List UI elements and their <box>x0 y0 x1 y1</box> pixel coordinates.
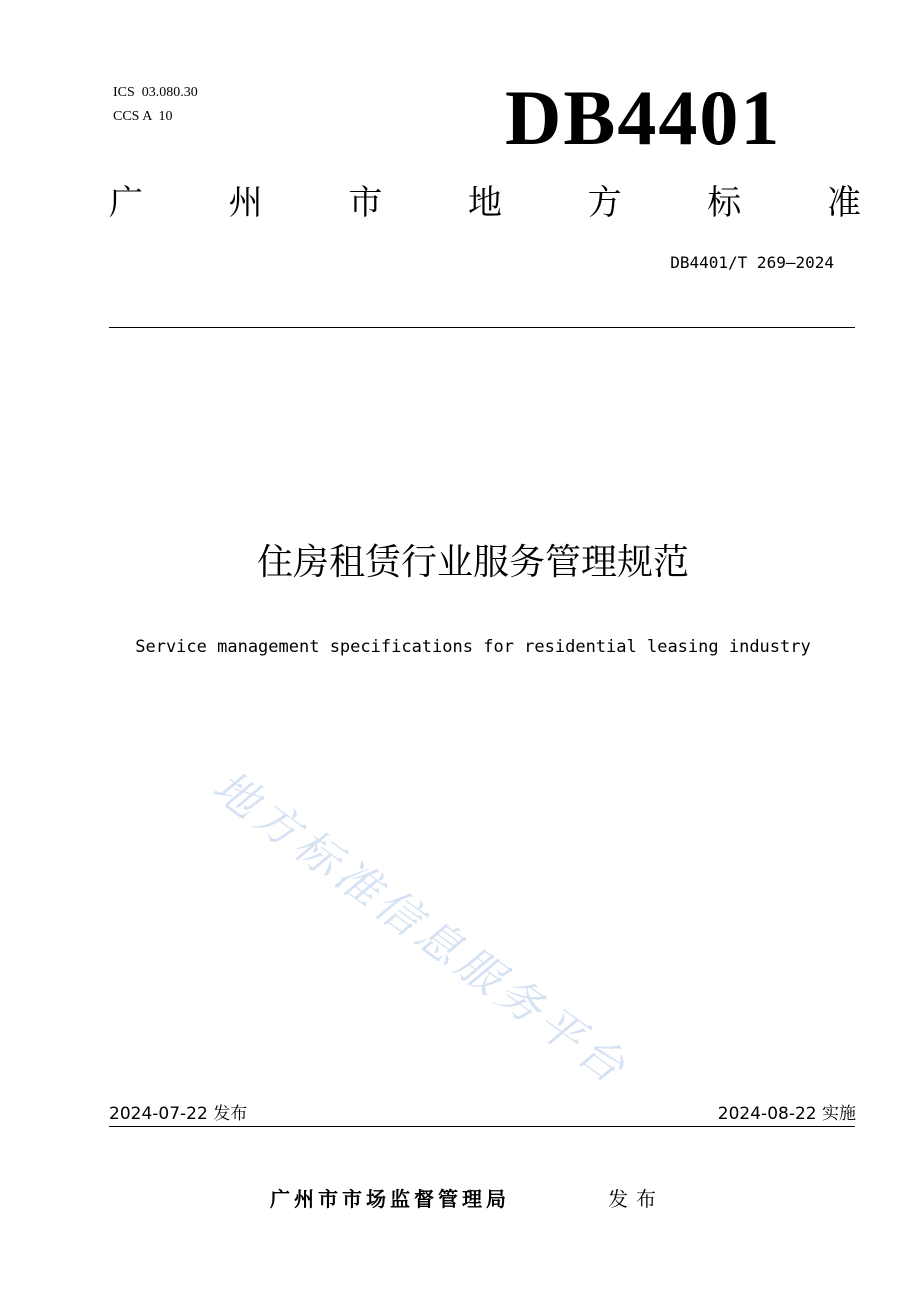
ics-code: ICS 03.080.30 <box>113 85 198 100</box>
implement-date: 2024-08-22 实施 <box>717 1104 856 1124</box>
issuer-name: 广州市市场监督管理局 <box>270 1187 510 1211</box>
issuer-suffix: 发布 <box>608 1187 664 1211</box>
standard-type-char: 方 <box>587 183 622 223</box>
standard-type-char: 州 <box>228 183 263 223</box>
standard-type-char: 市 <box>348 183 383 223</box>
standard-number: DB4401/T 269—2024 <box>670 253 834 272</box>
document-title-zh: 住房租赁行业服务管理规范 <box>256 542 689 583</box>
standard-type-char: 广 <box>109 183 143 223</box>
footer-divider <box>109 1126 855 1127</box>
standard-type-char: 标 <box>707 183 742 223</box>
publish-date: 2024-07-22 发布 <box>109 1104 248 1124</box>
watermark: 地方标准信息服务平台 <box>203 760 639 1097</box>
standard-type-char: 准 <box>826 183 861 223</box>
standard-type <box>109 178 861 228</box>
document-title-en: Service management specifications for residential leasing industry <box>135 637 811 657</box>
header-divider <box>109 327 855 328</box>
ccs-code: CCS A 10 <box>113 109 173 124</box>
standard-logo: DB4401 <box>505 74 782 161</box>
standard-type-char: 地 <box>467 183 502 223</box>
